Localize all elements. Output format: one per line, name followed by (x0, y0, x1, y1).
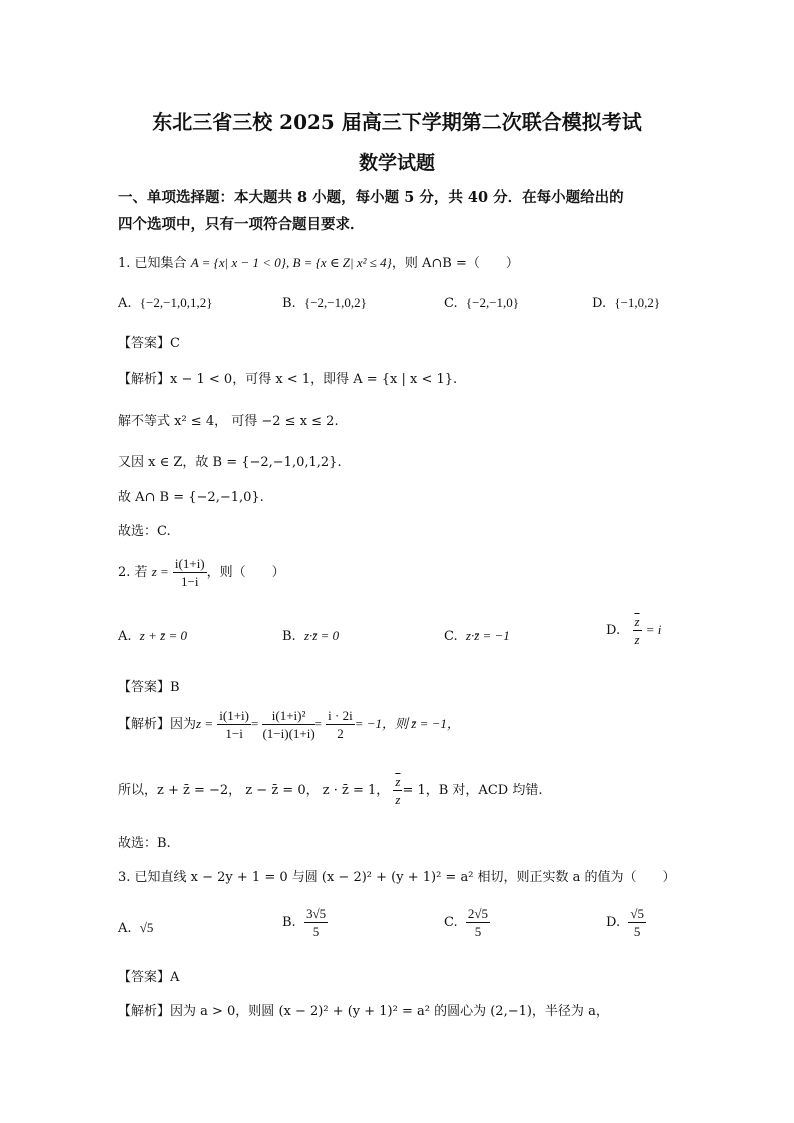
q2-analysis-fraction-3: $\frac{i \cdot 2i}{2}$ (328, 708, 353, 741)
section-heading: 一、单项选择题：本大题共 8 小题，每小题 5 分，共 40 分．在每小题给出的 (118, 189, 624, 206)
q2-option-b: B. z·z̄ = 0 (282, 628, 340, 644)
q2-option-a: A. z + z̄ = 0 (118, 628, 187, 644)
q3-option-c: C. $\frac{2√5}{5}$ (444, 906, 489, 939)
q2-option-d: D. $\frac{\overline{z}}{z}$ = i (606, 614, 662, 647)
q2-option-c: C. z·z̄ = −1 (444, 628, 510, 644)
q3-option-d: D. $\frac{√5}{5}$ (606, 906, 644, 939)
q1-option-b: B. {−2,−1,0,2} (282, 295, 367, 311)
q1-analysis-1: 【解析】x − 1 < 0，可得 x < 1，即得 A = {x | x < 1}. (118, 372, 458, 387)
q2-analysis-2: 所以，z + z̄ = −2， z − z̄ = 0， z · z̄ = 1， $\frac{\overline{z}}{z}$ = 1，B 对，ACD 均错. (118, 774, 543, 807)
question-1-stem: 1. 已知集合 A = {x| x − 1 < 0}, B = {x ∈ Z| x² ≤ 4}，则 A∩B =（ ） (118, 255, 519, 271)
q2-analysis-1: 【解析】因为z = $\frac{i(1+i)}{1-i}$ = $\frac{\text{i(1+i)²}}{(1-i)(1+i)}$ = $\frac{i \cdot 2i}{2}$ = −1，则 z̄ = −1， (118, 708, 460, 741)
q2-analysis-fraction-2: $\frac{\text{i(1+i)²}}{(1-i)(1+i)}$ (262, 708, 315, 741)
q1-option-c: C. {−2,−1,0} (444, 295, 520, 311)
document-title: 东北三省三校 2025 届高三下学期第二次联合模拟考试 (152, 110, 642, 134)
question-3-stem: 3. 已知直线 x − 2y + 1 = 0 与圆 (x − 2)² + (y + 1)² = a² 相切，则正实数 a 的值为（ ） (118, 870, 676, 885)
q2-answer: 【答案】B (118, 680, 180, 695)
q1-answer: 【答案】C (118, 336, 180, 351)
document-subtitle: 数学试题 (358, 152, 435, 174)
q3-answer: 【答案】A (118, 970, 180, 985)
q1-analysis-2: 解不等式 x² ≤ 4， 可得 −2 ≤ x ≤ 2. (118, 414, 339, 429)
q3-option-a: A. √5 (118, 920, 154, 936)
q3-option-b: B. $\frac{3√5}{5}$ (282, 906, 327, 939)
question-2-stem: 2. 若 z = $\frac{i(1+i)}{1-i}$ ，则（ ） (118, 556, 285, 589)
q1-analysis-3: 又因 x ∈ Z，故 B = {−2,−1,0,1,2}. (118, 455, 342, 470)
q2-analysis-fraction-1: $\frac{i(1+i)}{1-i}$ (219, 708, 249, 741)
section-heading-cont: 四个选项中，只有一项符合题目要求． (118, 216, 365, 233)
q1-conclusion: 故选：C. (118, 524, 171, 539)
q1-analysis-4: 故 A∩ B = {−2,−1,0}. (118, 490, 264, 505)
q1-option-a: A. {−2,−1,0,1,2} (118, 295, 213, 311)
q2-fraction: $\frac{i(1+i)}{1-i}$ (174, 556, 205, 589)
q3-analysis: 【解析】因为 a > 0，则圆 (x − 2)² + (y + 1)² = a² 的圆心为 (2,−1)，半径为 a， (118, 1004, 609, 1019)
q1-option-d: D. {−1,0,2} (592, 295, 661, 311)
q2-conclusion: 故选：B. (118, 836, 171, 851)
